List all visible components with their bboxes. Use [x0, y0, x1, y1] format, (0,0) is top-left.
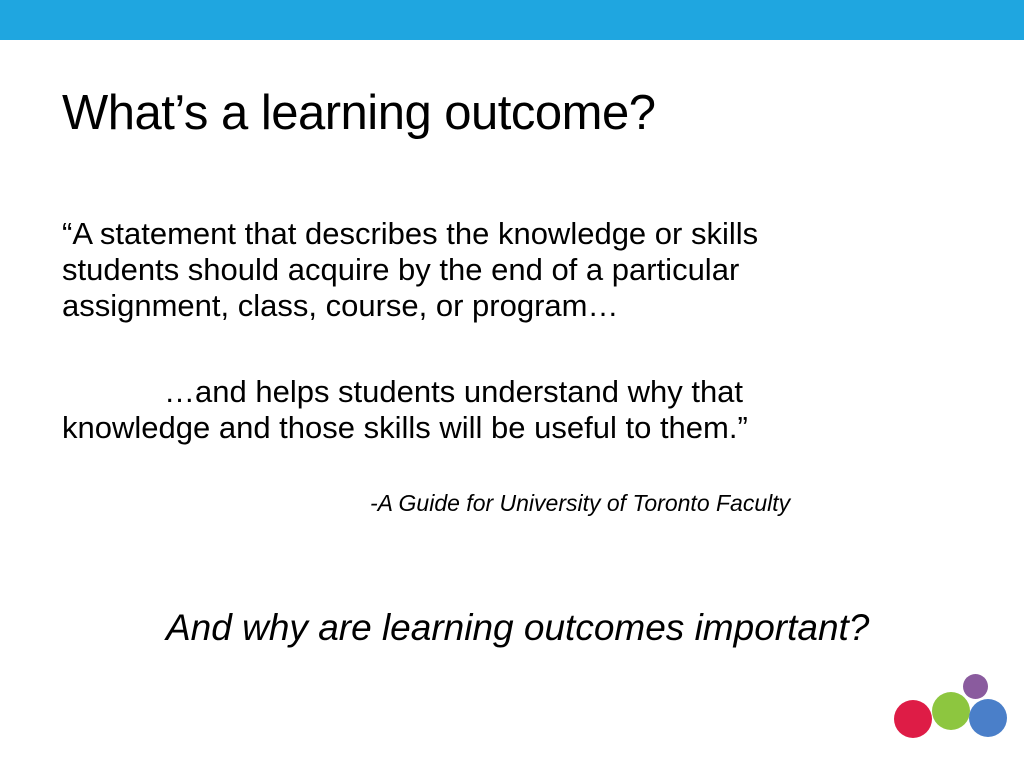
definition-quote	[62, 216, 962, 324]
header-accent-bar	[0, 0, 1024, 40]
logo-purple-circle	[963, 674, 988, 699]
quote-attribution: -A Guide for University of Toronto Faculty	[370, 490, 791, 516]
circles-logo	[890, 670, 1014, 742]
definition-quote-continuation	[62, 374, 962, 446]
slide-title: What’s a learning outcome?	[62, 86, 656, 140]
quote-line-1: “A statement that describes the knowledge or skills	[62, 216, 759, 251]
logo-green-circle	[932, 692, 970, 730]
quote-line-2: students should acquire by the end of a particular	[62, 252, 740, 287]
logo-blue-circle	[969, 699, 1007, 737]
quote-line-3: assignment, class, course, or program…	[62, 288, 619, 323]
logo-red-circle	[894, 700, 932, 738]
quote-cont-line-2: knowledge and those skills will be useful to them.”	[62, 410, 748, 445]
quote-cont-line-1: …and helps students understand why that	[164, 374, 744, 409]
closing-question: And why are learning outcomes important?	[166, 607, 870, 648]
